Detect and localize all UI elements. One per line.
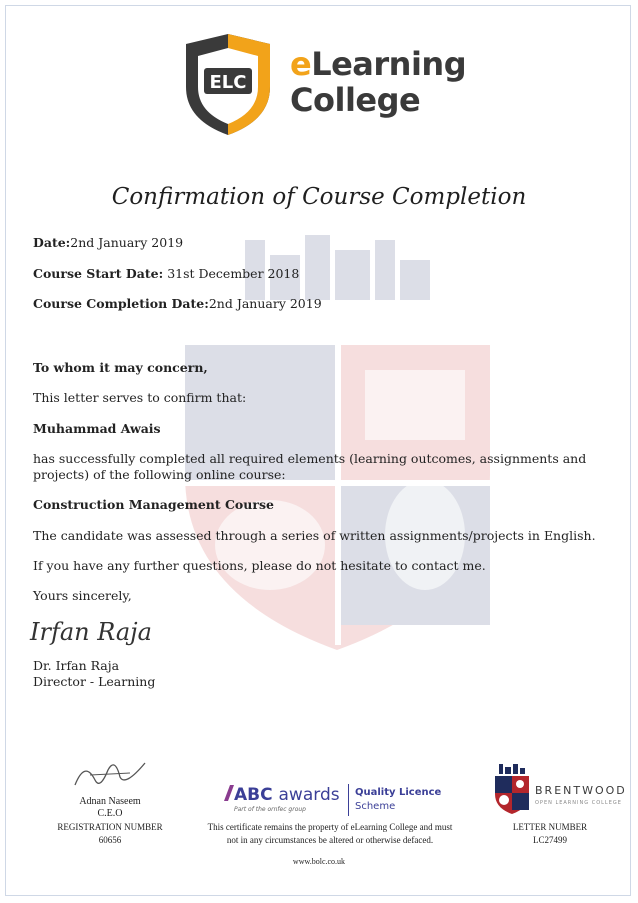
signer-name: Dr. Irfan Raja — [33, 658, 120, 673]
elc-wordmark: eLearning College — [290, 45, 467, 119]
ceo-name: Adnan Naseem — [79, 796, 141, 807]
brentwood-name: BRENTWOOD — [535, 784, 627, 797]
intro-text: This letter serves to confirm that: — [33, 390, 247, 405]
registration-label: REGISTRATION NUMBER — [57, 822, 163, 832]
elc-shield-icon — [178, 32, 278, 137]
course-name: Construction Management Course — [33, 497, 274, 512]
brentwood-crest-icon — [493, 764, 531, 814]
start-date-line: Course Start Date: 31st December 2018 — [33, 266, 300, 281]
svg-text:ELC: ELC — [209, 72, 247, 93]
website[interactable]: www.bolc.co.uk — [292, 857, 346, 866]
assessment-text: The candidate was assessed through a series of written assignments/projects in English. — [33, 528, 596, 543]
property-line-1: This certificate remains the property of eLearning College and must — [207, 822, 453, 832]
student-name: Muhammad Awais — [33, 421, 161, 436]
questions-text: If you have any further questions, please do not hesitate to contact me. — [33, 558, 486, 573]
ceo-signature — [70, 755, 150, 795]
salutation: To whom it may concern, — [33, 360, 208, 375]
letter-number-label: LETTER NUMBER — [512, 822, 588, 832]
abc-awards-logo: ABC awards Part of the ornfec group Quality Licence Scheme — [222, 781, 447, 821]
date-line: Date:2nd January 2019 — [33, 235, 184, 250]
signature-irfan: Irfan Raja — [30, 618, 152, 646]
certificate-title: Confirmation of Course Completion — [111, 184, 527, 210]
registration-number: 60656 — [98, 835, 122, 845]
completed-text: has successfully completed all required elements (learning outcomes, assignments and projects) of the following online course: — [33, 451, 587, 482]
letter-number: LC27499 — [532, 835, 567, 845]
closing-text: Yours sincerely, — [33, 588, 132, 603]
brentwood-subtitle: OPEN LEARNING COLLEGE — [535, 800, 622, 806]
property-line-2: not in any circumstances be altered or otherwise defaced. — [226, 835, 434, 845]
completion-date-line: Course Completion Date:2nd January 2019 — [33, 296, 322, 311]
ceo-title: C.E.O — [97, 808, 123, 819]
abc-divider — [348, 784, 349, 816]
signer-title: Director - Learning — [33, 674, 156, 689]
abc-mark-icon — [222, 783, 234, 803]
